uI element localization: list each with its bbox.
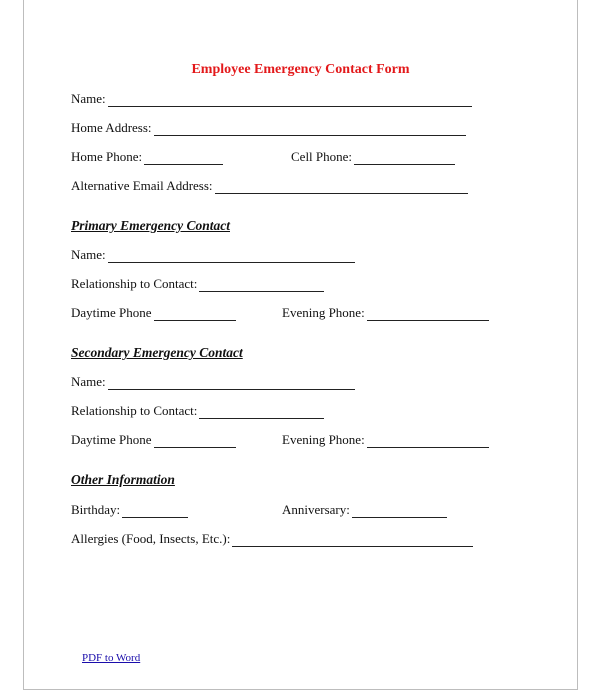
name-field[interactable]: [108, 94, 472, 107]
home-address-label: Home Address:: [71, 120, 152, 135]
secondary-evening-row: [282, 430, 489, 448]
anniversary-field[interactable]: [352, 505, 447, 518]
secondary-name-label: Name:: [71, 374, 106, 389]
birthday-field[interactable]: [122, 505, 188, 518]
secondary-heading: Secondary Emergency Contact: [71, 345, 243, 360]
secondary-evening-field[interactable]: [367, 435, 489, 448]
home-phone-field[interactable]: [144, 152, 223, 165]
primary-evening-field[interactable]: [367, 308, 489, 321]
home-phone-label: Home Phone:: [71, 149, 143, 164]
secondary-daytime-label: Daytime Phone: [71, 432, 152, 447]
alt-email-field[interactable]: [215, 181, 468, 194]
secondary-evening-label: Evening Phone:: [282, 432, 365, 447]
allergies-row: [71, 529, 473, 547]
secondary-name-row: [71, 372, 355, 390]
name-row: [71, 89, 472, 107]
primary-relationship-field[interactable]: [199, 279, 324, 292]
name-label: Name:: [71, 91, 106, 106]
anniversary-row: [282, 500, 447, 518]
primary-name-label: Name:: [71, 247, 106, 262]
primary-evening-row: [282, 303, 489, 321]
allergies-label: Allergies (Food, Insects, Etc.):: [71, 531, 231, 546]
primary-daytime-row: [71, 303, 236, 321]
home-address-row: [71, 118, 466, 136]
cell-phone-row: [291, 147, 455, 165]
primary-name-field[interactable]: [108, 250, 355, 263]
pdf-to-word-link[interactable]: PDF to Word: [82, 652, 141, 664]
primary-relationship-row: [71, 274, 324, 292]
home-phone-row: [71, 147, 223, 165]
secondary-relationship-row: [71, 401, 324, 419]
secondary-daytime-field[interactable]: [154, 435, 236, 448]
primary-heading: Primary Emergency Contact: [71, 218, 230, 233]
birthday-row: [71, 500, 188, 518]
primary-relationship-label: Relationship to Contact:: [71, 276, 198, 291]
primary-daytime-field[interactable]: [154, 308, 236, 321]
primary-name-row: [71, 245, 355, 263]
anniversary-label: Anniversary:: [282, 502, 350, 517]
document-page: [23, 0, 578, 690]
secondary-name-field[interactable]: [108, 377, 355, 390]
secondary-relationship-field[interactable]: [199, 406, 324, 419]
allergies-field[interactable]: [232, 534, 473, 547]
home-address-field[interactable]: [154, 123, 466, 136]
other-heading: Other Information: [71, 472, 175, 487]
secondary-relationship-label: Relationship to Contact:: [71, 403, 198, 418]
birthday-label: Birthday:: [71, 502, 121, 517]
cell-phone-label: Cell Phone:: [291, 149, 353, 164]
primary-daytime-label: Daytime Phone: [71, 305, 152, 320]
form-title: Employee Emergency Contact Form: [191, 62, 410, 77]
alt-email-label: Alternative Email Address:: [71, 178, 213, 193]
alt-email-row: [71, 176, 468, 194]
cell-phone-field[interactable]: [354, 152, 455, 165]
secondary-daytime-row: [71, 430, 236, 448]
primary-evening-label: Evening Phone:: [282, 305, 365, 320]
